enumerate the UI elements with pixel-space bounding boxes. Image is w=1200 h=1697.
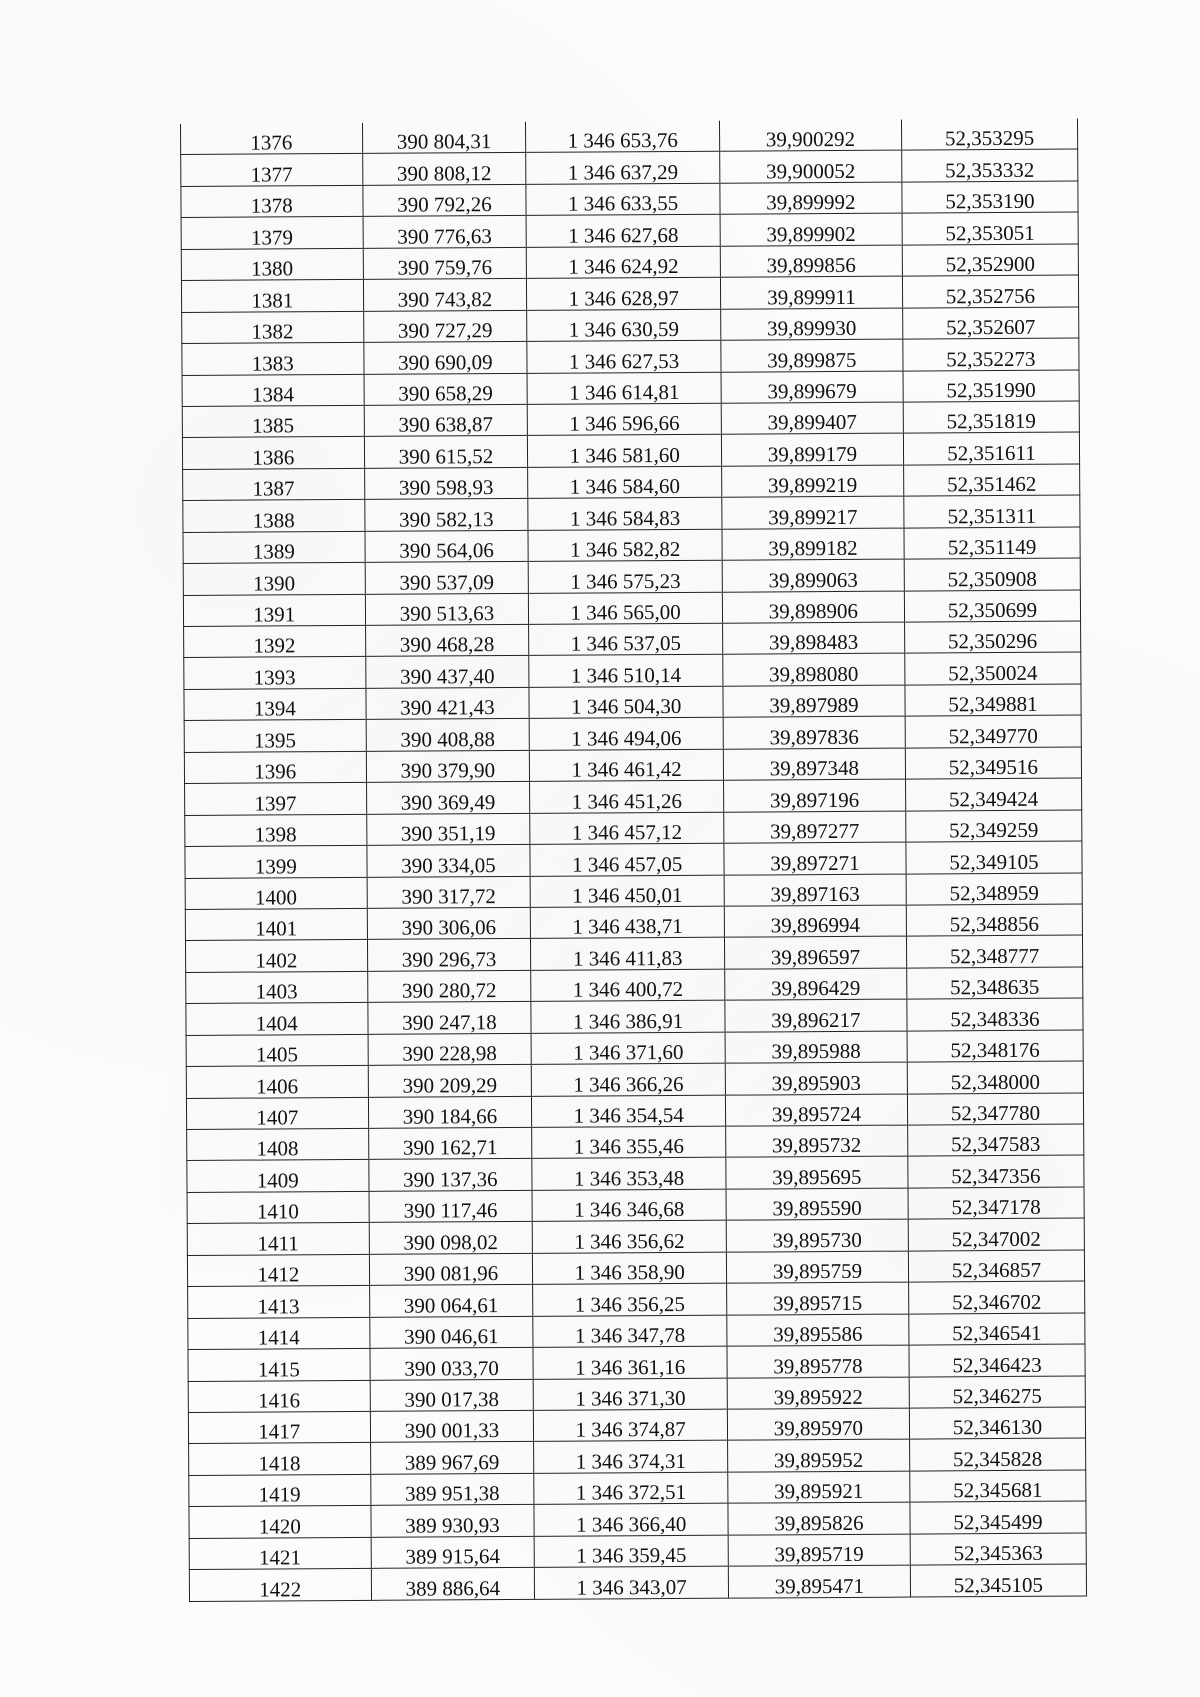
- longitude-cell: 39,899407: [721, 402, 903, 435]
- y-coordinate-cell: 1 346 354,54: [532, 1095, 726, 1128]
- y-coordinate-cell: 1 346 372,51: [534, 1472, 728, 1505]
- point-number-cell: 1416: [188, 1380, 370, 1413]
- point-number-cell: 1410: [187, 1191, 369, 1224]
- y-coordinate-cell: 1 346 581,60: [528, 435, 722, 468]
- y-coordinate-cell: 1 346 451,26: [530, 780, 724, 813]
- point-number-cell: 1376: [180, 123, 362, 155]
- x-coordinate-cell: 390 209,29: [368, 1064, 532, 1096]
- longitude-cell: 39,895590: [726, 1188, 908, 1221]
- x-coordinate-cell: 390 001,33: [370, 1410, 534, 1442]
- x-coordinate-cell: 390 408,88: [366, 719, 530, 751]
- y-coordinate-cell: 1 346 366,40: [534, 1503, 728, 1536]
- point-number-cell: 1377: [181, 154, 363, 187]
- point-number-cell: 1385: [182, 405, 364, 438]
- latitude-cell: 52,350296: [904, 621, 1080, 654]
- y-coordinate-cell: 1 346 627,68: [526, 215, 720, 248]
- latitude-cell: 52,346130: [909, 1407, 1085, 1440]
- longitude-cell: 39,895730: [726, 1219, 908, 1252]
- latitude-cell: 52,351462: [903, 464, 1079, 497]
- longitude-cell: 39,895826: [728, 1502, 910, 1535]
- point-number-cell: 1419: [189, 1474, 371, 1507]
- point-number-cell: 1381: [181, 280, 363, 313]
- y-coordinate-cell: 1 346 494,06: [529, 718, 723, 751]
- x-coordinate-cell: 390 317,72: [367, 876, 531, 908]
- y-coordinate-cell: 1 346 374,87: [534, 1409, 728, 1442]
- point-number-cell: 1389: [183, 531, 365, 564]
- point-number-cell: 1411: [187, 1223, 369, 1256]
- latitude-cell: 52,349770: [905, 715, 1081, 748]
- x-coordinate-cell: 390 615,52: [364, 436, 528, 468]
- longitude-cell: 39,895903: [725, 1062, 907, 1095]
- point-number-cell: 1398: [185, 814, 367, 847]
- point-number-cell: 1387: [183, 468, 365, 501]
- coordinates-table: [180, 119, 1087, 1602]
- longitude-cell: 39,897348: [723, 748, 905, 781]
- x-coordinate-cell: 390 184,66: [368, 1096, 532, 1128]
- latitude-cell: 52,353295: [901, 119, 1077, 151]
- y-coordinate-cell: 1 346 343,07: [535, 1566, 729, 1599]
- y-coordinate-cell: 1 346 356,25: [533, 1283, 727, 1316]
- point-number-cell: 1420: [189, 1506, 371, 1539]
- x-coordinate-cell: 390 369,49: [366, 782, 530, 814]
- y-coordinate-cell: 1 346 374,31: [534, 1441, 728, 1474]
- longitude-cell: 39,898080: [723, 654, 905, 687]
- x-coordinate-cell: 390 598,93: [364, 467, 528, 499]
- x-coordinate-cell: 390 081,96: [369, 1253, 533, 1285]
- latitude-cell: 52,345499: [910, 1501, 1086, 1534]
- x-coordinate-cell: 390 228,98: [368, 1033, 532, 1065]
- longitude-cell: 39,897271: [724, 842, 906, 875]
- x-coordinate-cell: 390 064,61: [369, 1285, 533, 1317]
- longitude-cell: 39,899911: [720, 276, 902, 309]
- point-number-cell: 1409: [187, 1160, 369, 1193]
- y-coordinate-cell: 1 346 355,46: [532, 1126, 726, 1159]
- x-coordinate-cell: 390 690,09: [363, 341, 527, 373]
- y-coordinate-cell: 1 346 461,42: [530, 749, 724, 782]
- latitude-cell: 52,347356: [908, 1155, 1084, 1188]
- point-number-cell: 1415: [188, 1348, 370, 1381]
- x-coordinate-cell: 390 296,73: [367, 939, 531, 971]
- point-number-cell: 1407: [186, 1097, 368, 1130]
- y-coordinate-cell: 1 346 653,76: [526, 121, 720, 153]
- y-coordinate-cell: 1 346 584,60: [528, 466, 722, 499]
- point-number-cell: 1384: [182, 374, 364, 407]
- latitude-cell: 52,353051: [902, 212, 1078, 245]
- point-number-cell: 1421: [189, 1537, 371, 1570]
- x-coordinate-cell: 390 334,05: [366, 844, 530, 876]
- latitude-cell: 52,345363: [910, 1533, 1086, 1566]
- point-number-cell: 1383: [182, 342, 364, 375]
- longitude-cell: 39,896597: [724, 936, 906, 969]
- longitude-cell: 39,899902: [720, 213, 902, 246]
- longitude-cell: 39,896994: [724, 905, 906, 938]
- latitude-cell: 52,348336: [907, 998, 1083, 1031]
- latitude-cell: 52,349881: [905, 684, 1081, 717]
- x-coordinate-cell: 390 808,12: [362, 153, 526, 185]
- y-coordinate-cell: 1 346 361,16: [533, 1346, 727, 1379]
- latitude-cell: 52,353332: [902, 149, 1078, 182]
- point-number-cell: 1382: [182, 311, 364, 344]
- point-number-cell: 1413: [188, 1286, 370, 1319]
- longitude-cell: 39,899219: [721, 465, 903, 498]
- latitude-cell: 52,346275: [909, 1375, 1085, 1408]
- latitude-cell: 52,348000: [907, 1061, 1083, 1094]
- y-coordinate-cell: 1 346 346,68: [532, 1189, 726, 1222]
- longitude-cell: 39,897277: [724, 811, 906, 844]
- latitude-cell: 52,348856: [906, 904, 1082, 937]
- y-coordinate-cell: 1 346 627,53: [527, 340, 721, 373]
- point-number-cell: 1406: [186, 1065, 368, 1098]
- longitude-cell: 39,895471: [728, 1565, 910, 1598]
- point-number-cell: 1396: [184, 751, 366, 784]
- latitude-cell: 52,352607: [903, 307, 1079, 340]
- latitude-cell: 52,349516: [905, 747, 1081, 780]
- y-coordinate-cell: 1 346 575,23: [529, 560, 723, 593]
- x-coordinate-cell: 390 513,63: [365, 593, 529, 625]
- latitude-cell: 52,345828: [909, 1438, 1085, 1471]
- point-number-cell: 1393: [184, 657, 366, 690]
- latitude-cell: 52,345105: [910, 1564, 1086, 1597]
- longitude-cell: 39,896429: [725, 968, 907, 1001]
- latitude-cell: 52,349105: [906, 841, 1082, 874]
- longitude-cell: 39,898483: [722, 622, 904, 655]
- longitude-cell: 39,899217: [722, 496, 904, 529]
- x-coordinate-cell: 390 759,76: [363, 247, 527, 279]
- point-number-cell: 1379: [181, 217, 363, 250]
- y-coordinate-cell: 1 346 371,30: [534, 1378, 728, 1411]
- x-coordinate-cell: 389 967,69: [370, 1442, 534, 1474]
- point-number-cell: 1400: [185, 877, 367, 910]
- y-coordinate-cell: 1 346 584,83: [528, 497, 722, 530]
- longitude-cell: 39,899856: [720, 245, 902, 278]
- latitude-cell: 52,348777: [906, 935, 1082, 968]
- longitude-cell: 39,895759: [726, 1251, 908, 1284]
- latitude-cell: 52,346423: [909, 1344, 1085, 1377]
- point-number-cell: 1397: [185, 783, 367, 816]
- latitude-cell: 52,347583: [908, 1124, 1084, 1157]
- x-coordinate-cell: 389 951,38: [370, 1473, 534, 1505]
- x-coordinate-cell: 390 437,40: [365, 656, 529, 688]
- y-coordinate-cell: 1 346 457,12: [530, 812, 724, 845]
- y-coordinate-cell: 1 346 450,01: [530, 875, 724, 908]
- longitude-cell: 39,895970: [727, 1408, 909, 1441]
- x-coordinate-cell: 390 117,46: [369, 1190, 533, 1222]
- y-coordinate-cell: 1 346 371,60: [531, 1032, 725, 1065]
- y-coordinate-cell: 1 346 596,66: [528, 403, 722, 436]
- latitude-cell: 52,351611: [903, 432, 1079, 465]
- y-coordinate-cell: 1 346 356,62: [533, 1220, 727, 1253]
- latitude-cell: 52,346857: [908, 1250, 1084, 1283]
- point-number-cell: 1403: [186, 971, 368, 1004]
- longitude-cell: 39,895586: [727, 1314, 909, 1347]
- x-coordinate-cell: 390 046,61: [369, 1316, 533, 1348]
- latitude-cell: 52,349424: [905, 778, 1081, 811]
- point-number-cell: 1388: [183, 500, 365, 533]
- x-coordinate-cell: 390 638,87: [364, 404, 528, 436]
- x-coordinate-cell: 390 379,90: [366, 750, 530, 782]
- y-coordinate-cell: 1 346 504,30: [529, 686, 723, 719]
- point-number-cell: 1394: [184, 688, 366, 721]
- longitude-cell: 39,895695: [726, 1157, 908, 1190]
- latitude-cell: 52,352756: [902, 275, 1078, 308]
- x-coordinate-cell: 390 280,72: [367, 970, 531, 1002]
- x-coordinate-cell: 390 776,63: [363, 216, 527, 248]
- latitude-cell: 52,348176: [907, 1030, 1083, 1063]
- longitude-cell: 39,899179: [721, 433, 903, 466]
- longitude-cell: 39,895724: [725, 1094, 907, 1127]
- longitude-cell: 39,897196: [723, 779, 905, 812]
- x-coordinate-cell: 390 033,70: [369, 1347, 533, 1379]
- latitude-cell: 52,347178: [908, 1187, 1084, 1220]
- latitude-cell: 52,351311: [904, 495, 1080, 528]
- longitude-cell: 39,895921: [728, 1471, 910, 1504]
- x-coordinate-cell: 390 537,09: [365, 562, 529, 594]
- x-coordinate-cell: 390 564,06: [364, 530, 528, 562]
- longitude-cell: 39,899875: [721, 339, 903, 372]
- longitude-cell: 39,896217: [725, 999, 907, 1032]
- point-number-cell: 1408: [187, 1128, 369, 1161]
- longitude-cell: 39,895732: [726, 1125, 908, 1158]
- longitude-cell: 39,897836: [723, 716, 905, 749]
- latitude-cell: 52,347780: [907, 1093, 1083, 1126]
- y-coordinate-cell: 1 346 624,92: [527, 246, 721, 279]
- x-coordinate-cell: 390 306,06: [367, 907, 531, 939]
- latitude-cell: 52,352273: [903, 338, 1079, 371]
- y-coordinate-cell: 1 346 637,29: [526, 152, 720, 185]
- x-coordinate-cell: 390 351,19: [366, 813, 530, 845]
- x-coordinate-cell: 390 658,29: [364, 373, 528, 405]
- point-number-cell: 1418: [189, 1443, 371, 1476]
- y-coordinate-cell: 1 346 400,72: [531, 969, 725, 1002]
- longitude-cell: 39,900292: [719, 120, 901, 152]
- latitude-cell: 52,346702: [908, 1281, 1084, 1314]
- latitude-cell: 52,348635: [907, 967, 1083, 1000]
- y-coordinate-cell: 1 346 347,78: [533, 1315, 727, 1348]
- latitude-cell: 52,348959: [906, 873, 1082, 906]
- x-coordinate-cell: 390 247,18: [367, 1002, 531, 1034]
- latitude-cell: 52,346541: [909, 1313, 1085, 1346]
- longitude-cell: 39,895952: [727, 1439, 909, 1472]
- longitude-cell: 39,899992: [720, 182, 902, 215]
- latitude-cell: 52,347002: [908, 1218, 1084, 1251]
- latitude-cell: 52,351819: [903, 401, 1079, 434]
- y-coordinate-cell: 1 346 359,45: [534, 1535, 728, 1568]
- point-number-cell: 1404: [186, 1003, 368, 1036]
- x-coordinate-cell: 390 582,13: [364, 499, 528, 531]
- point-number-cell: 1380: [181, 248, 363, 281]
- latitude-cell: 52,345681: [910, 1470, 1086, 1503]
- longitude-cell: 39,897163: [724, 874, 906, 907]
- y-coordinate-cell: 1 346 628,97: [527, 277, 721, 310]
- point-number-cell: 1402: [185, 940, 367, 973]
- point-number-cell: 1390: [183, 563, 365, 596]
- point-number-cell: 1392: [184, 625, 366, 658]
- y-coordinate-cell: 1 346 630,59: [527, 309, 721, 342]
- x-coordinate-cell: 390 421,43: [365, 687, 529, 719]
- y-coordinate-cell: 1 346 582,82: [528, 529, 722, 562]
- longitude-cell: 39,895778: [727, 1345, 909, 1378]
- longitude-cell: 39,895988: [725, 1031, 907, 1064]
- y-coordinate-cell: 1 346 565,00: [529, 592, 723, 625]
- latitude-cell: 52,351990: [903, 370, 1079, 403]
- x-coordinate-cell: 390 162,71: [368, 1127, 532, 1159]
- point-number-cell: 1405: [186, 1034, 368, 1067]
- point-number-cell: 1391: [183, 594, 365, 627]
- longitude-cell: 39,899679: [721, 371, 903, 404]
- longitude-cell: 39,899182: [722, 528, 904, 561]
- latitude-cell: 52,350024: [905, 652, 1081, 685]
- coordinates-table-body: [180, 119, 1086, 1602]
- table-row: [189, 1564, 1086, 1601]
- x-coordinate-cell: 390 468,28: [365, 624, 529, 656]
- y-coordinate-cell: 1 346 614,81: [527, 372, 721, 405]
- x-coordinate-cell: 390 137,36: [368, 1159, 532, 1191]
- longitude-cell: 39,895922: [727, 1377, 909, 1410]
- x-coordinate-cell: 390 743,82: [363, 279, 527, 311]
- x-coordinate-cell: 390 727,29: [363, 310, 527, 342]
- y-coordinate-cell: 1 346 510,14: [529, 655, 723, 688]
- latitude-cell: 52,349259: [906, 810, 1082, 843]
- y-coordinate-cell: 1 346 537,05: [529, 623, 723, 656]
- longitude-cell: 39,895715: [726, 1282, 908, 1315]
- y-coordinate-cell: 1 346 411,83: [531, 938, 725, 971]
- x-coordinate-cell: 390 017,38: [370, 1379, 534, 1411]
- y-coordinate-cell: 1 346 457,05: [530, 843, 724, 876]
- longitude-cell: 39,899063: [722, 559, 904, 592]
- point-number-cell: 1395: [184, 720, 366, 753]
- point-number-cell: 1378: [181, 185, 363, 218]
- latitude-cell: 52,350699: [904, 590, 1080, 623]
- latitude-cell: 52,351149: [904, 527, 1080, 560]
- point-number-cell: 1417: [188, 1411, 370, 1444]
- y-coordinate-cell: 1 346 353,48: [532, 1158, 726, 1191]
- point-number-cell: 1386: [182, 437, 364, 470]
- y-coordinate-cell: 1 346 358,90: [533, 1252, 727, 1285]
- point-number-cell: 1422: [189, 1568, 371, 1601]
- point-number-cell: 1401: [185, 908, 367, 941]
- y-coordinate-cell: 1 346 438,71: [531, 906, 725, 939]
- point-number-cell: 1399: [185, 845, 367, 878]
- latitude-cell: 52,352900: [902, 244, 1078, 277]
- x-coordinate-cell: 390 098,02: [369, 1222, 533, 1254]
- latitude-cell: 52,350908: [904, 558, 1080, 591]
- x-coordinate-cell: 390 804,31: [362, 122, 526, 154]
- x-coordinate-cell: 389 915,64: [371, 1536, 535, 1568]
- point-number-cell: 1414: [188, 1317, 370, 1350]
- x-coordinate-cell: 390 792,26: [362, 184, 526, 216]
- y-coordinate-cell: 1 346 366,26: [532, 1063, 726, 1096]
- x-coordinate-cell: 389 930,93: [370, 1505, 534, 1537]
- longitude-cell: 39,897989: [723, 685, 905, 718]
- longitude-cell: 39,900052: [720, 151, 902, 184]
- y-coordinate-cell: 1 346 386,91: [531, 1000, 725, 1033]
- y-coordinate-cell: 1 346 633,55: [526, 183, 720, 216]
- longitude-cell: 39,898906: [722, 591, 904, 624]
- x-coordinate-cell: 389 886,64: [371, 1567, 535, 1599]
- longitude-cell: 39,895719: [728, 1534, 910, 1567]
- point-number-cell: 1412: [187, 1254, 369, 1287]
- latitude-cell: 52,353190: [902, 181, 1078, 214]
- longitude-cell: 39,899930: [721, 308, 903, 341]
